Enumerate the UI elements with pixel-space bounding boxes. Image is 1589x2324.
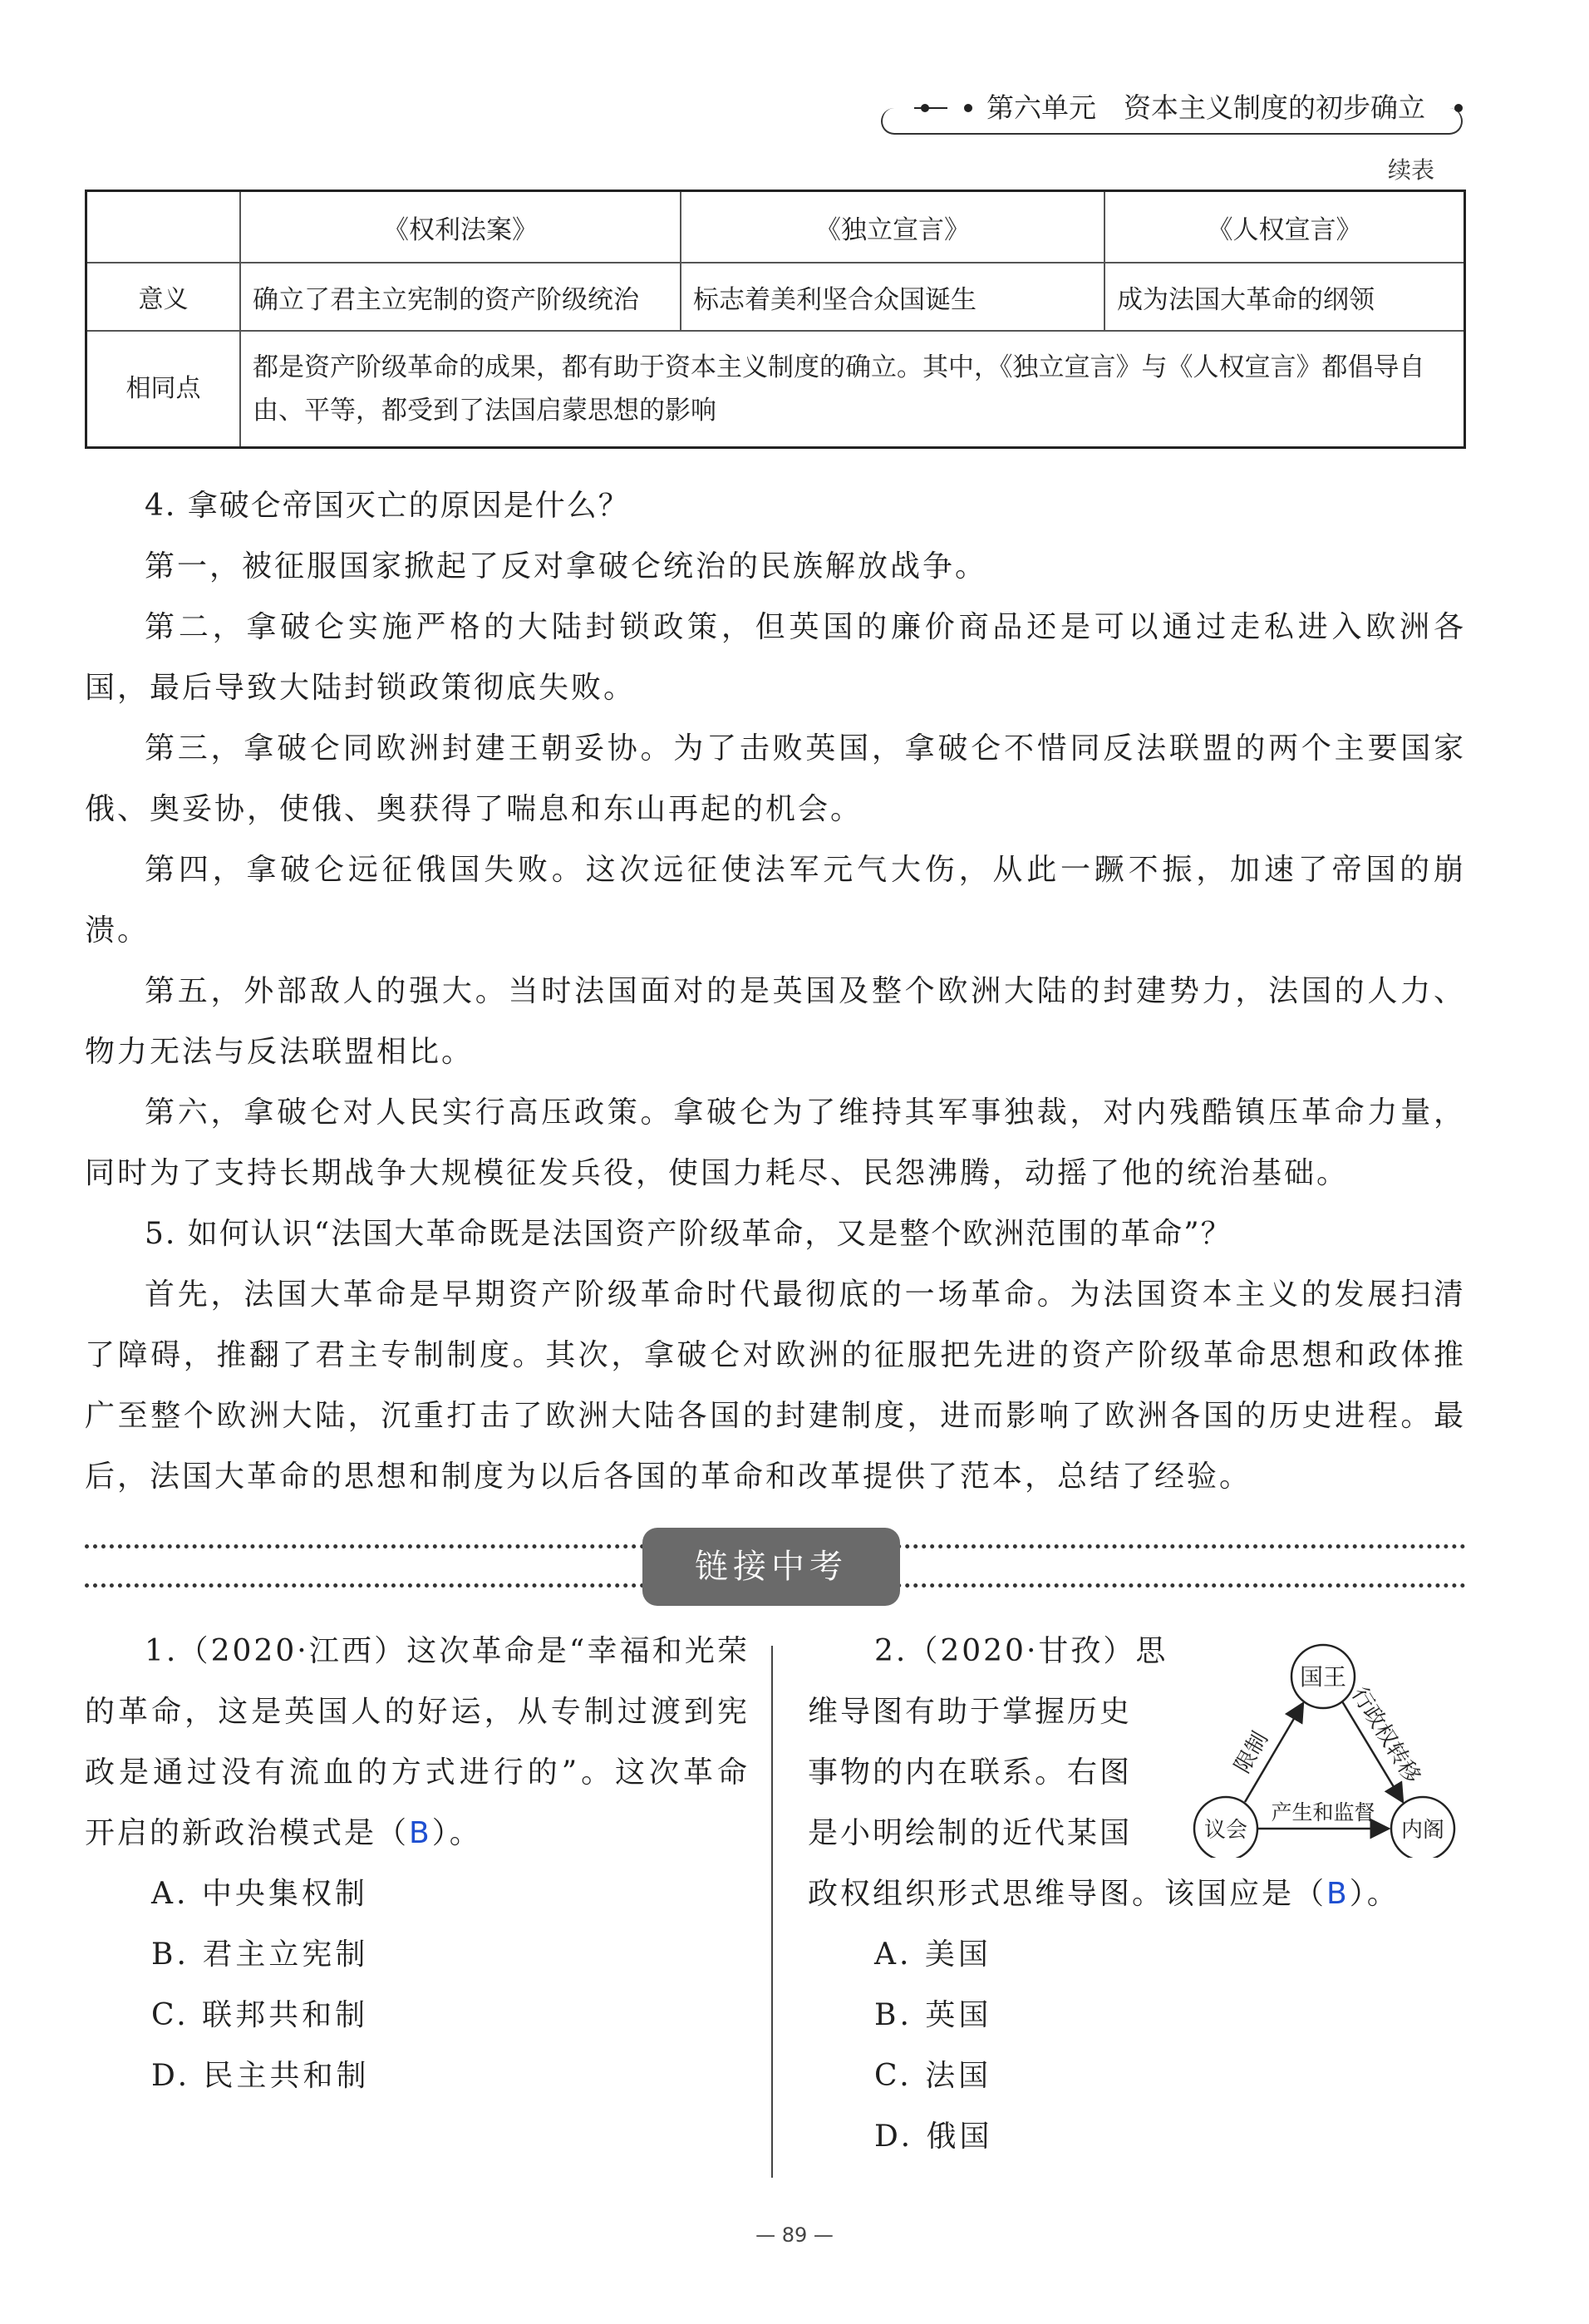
question-2-stem-line: 事物的内在联系。右图 (808, 1755, 1133, 1790)
paragraph: 首先，法国大革命是早期资产阶级革命时代最彻底的一场革命。为法国资本主义的发展扫清了障碍，推翻了君主专制制度。其次，拿破仑对欧洲的征服把先进的资产阶级革命思想和政体推广至整个欧洲大陆，沉重打击了欧洲大陆各国的封建制度，进而影响了欧洲各国的历史进程。最后，法国大革命的思想和制度为以后各国的革命和改革提供了范本，总结了经验。 (85, 1278, 1466, 1494)
edge-label-limit: 限制 (1230, 1727, 1274, 1778)
question-2-stem-line: 政权组织形式思维导图。该国应是（B）。 (808, 1877, 1400, 1911)
table-continued-label: 续表 (1388, 156, 1435, 184)
header-dash (914, 107, 947, 109)
option: A. 中央集权制 (151, 1877, 368, 1911)
header-dot-icon (921, 104, 929, 112)
paragraph: 第一，被征服国家掀起了反对拿破仑统治的民族解放战争。 (145, 549, 988, 583)
paragraph: 第二，拿破仑实施严格的大陆封锁政策，但英国的廉价商品还是可以通过走私进入欧洲各国，最后导致大陆封锁政策彻底失败。 (85, 610, 1466, 705)
header-dot-icon (1454, 104, 1463, 112)
paragraph: 第六，拿破仑对人民实行高压政策。拿破仑为了维持其军事独裁，对内残酷镇压革命力量，同时为了支持长期战争大规模征发兵役，使国力耗尽、民怨沸腾，动摇了他的统治基础。 (85, 1096, 1466, 1190)
question-4-title: 4. 拿破仑帝国灭亡的原因是什么？ (145, 489, 630, 523)
table-row-header: 意义 (86, 263, 241, 331)
answer-mark: B (1326, 1877, 1350, 1911)
paragraph: 第五，外部敌人的强大。当时法国面对的是英国及整个欧洲大陆的封建势力，法国的人力、物力无法与反法联盟相比。 (85, 974, 1466, 1069)
option: B. 君主立宪制 (151, 1937, 369, 1972)
option: B. 英国 (874, 1998, 992, 2032)
paragraph: 第四，拿破仑远征俄国失败。这次远征使法军元气大伤，从此一蹶不振，加速了帝国的崩溃。 (85, 853, 1466, 948)
option: C. 联邦共和制 (151, 1998, 369, 2032)
table-merged-cell: 都是资产阶级革命的成果，都有助于资本主义制度的确立。其中，《独立宣言》与《人权宣言》都倡导自由、平等，都受到了法国启蒙思想的影响 (240, 331, 1465, 448)
table-row-header: 相同点 (86, 331, 241, 448)
option: D. 民主共和制 (151, 2059, 370, 2093)
table-cell: 确立了君主立宪制的资产阶级统治 (240, 263, 681, 331)
table-corner-cell (86, 191, 241, 263)
option: A. 美国 (874, 1937, 991, 1972)
question-2-stem-line: 是小明绘制的近代某国 (808, 1816, 1133, 1850)
unit-header (881, 90, 1463, 135)
answer-mark: B (409, 1816, 432, 1850)
table-column-header: 《人权宣言》 (1104, 191, 1465, 263)
node-label-king: 国王 (1299, 1663, 1347, 1691)
table-column-header: 《权利法案》 (240, 191, 681, 263)
table-cell: 标志着美利坚合众国诞生 (681, 263, 1104, 331)
table-column-header: 《独立宣言》 (681, 191, 1104, 263)
table-header-row (86, 191, 1465, 263)
table-row (86, 263, 1465, 331)
section-banner: 链接中考 (642, 1528, 900, 1606)
column-divider (771, 1646, 773, 2178)
table-cell: 成为法国大革命的纲领 (1104, 263, 1465, 331)
unit-title: 第六单元 资本主义制度的初步确立 (977, 90, 1435, 126)
question-5-title: 5. 如何认识“法国大革命既是法国资产阶级革命，又是整个欧洲范围的革命”？ (145, 1217, 1232, 1251)
edge-label-power-transfer: 行政权转移 (1346, 1682, 1425, 1788)
table-row (86, 331, 1465, 448)
node-label-parliament: 议会 (1203, 1818, 1248, 1843)
question-1 (85, 1621, 750, 2106)
node-label-cabinet: 内阁 (1400, 1818, 1445, 1843)
page-number: — 89 — (755, 2223, 834, 2247)
header-dot-icon (964, 104, 972, 112)
option: C. 法国 (874, 2059, 992, 2093)
question-2-stem-line: 维导图有助于掌握历史 (808, 1695, 1133, 1729)
question-1-stem: 1.（2020·江西）这次革命是“幸福和光荣的革命，这是英国人的好运，从专制过渡到宪政是通过没有流血的方式进行的”。这次革命开启的新政治模式是（B）。 (85, 1634, 750, 1850)
comparison-table (85, 190, 1466, 449)
question-2-stem-line: 2.（2020·甘孜）思 (874, 1634, 1168, 1668)
mind-map-diagram (1188, 1633, 1471, 1858)
answer-body (85, 475, 1466, 1507)
option: D. 俄国 (874, 2120, 993, 2154)
paragraph: 第三，拿破仑同欧洲封建王朝妥协。为了击败英国，拿破仑不惜同反法联盟的两个主要国家俄、奥妥协，使俄、奥获得了喘息和东山再起的机会。 (85, 731, 1466, 826)
edge-label-create-supervise: 产生和监督 (1271, 1800, 1375, 1824)
